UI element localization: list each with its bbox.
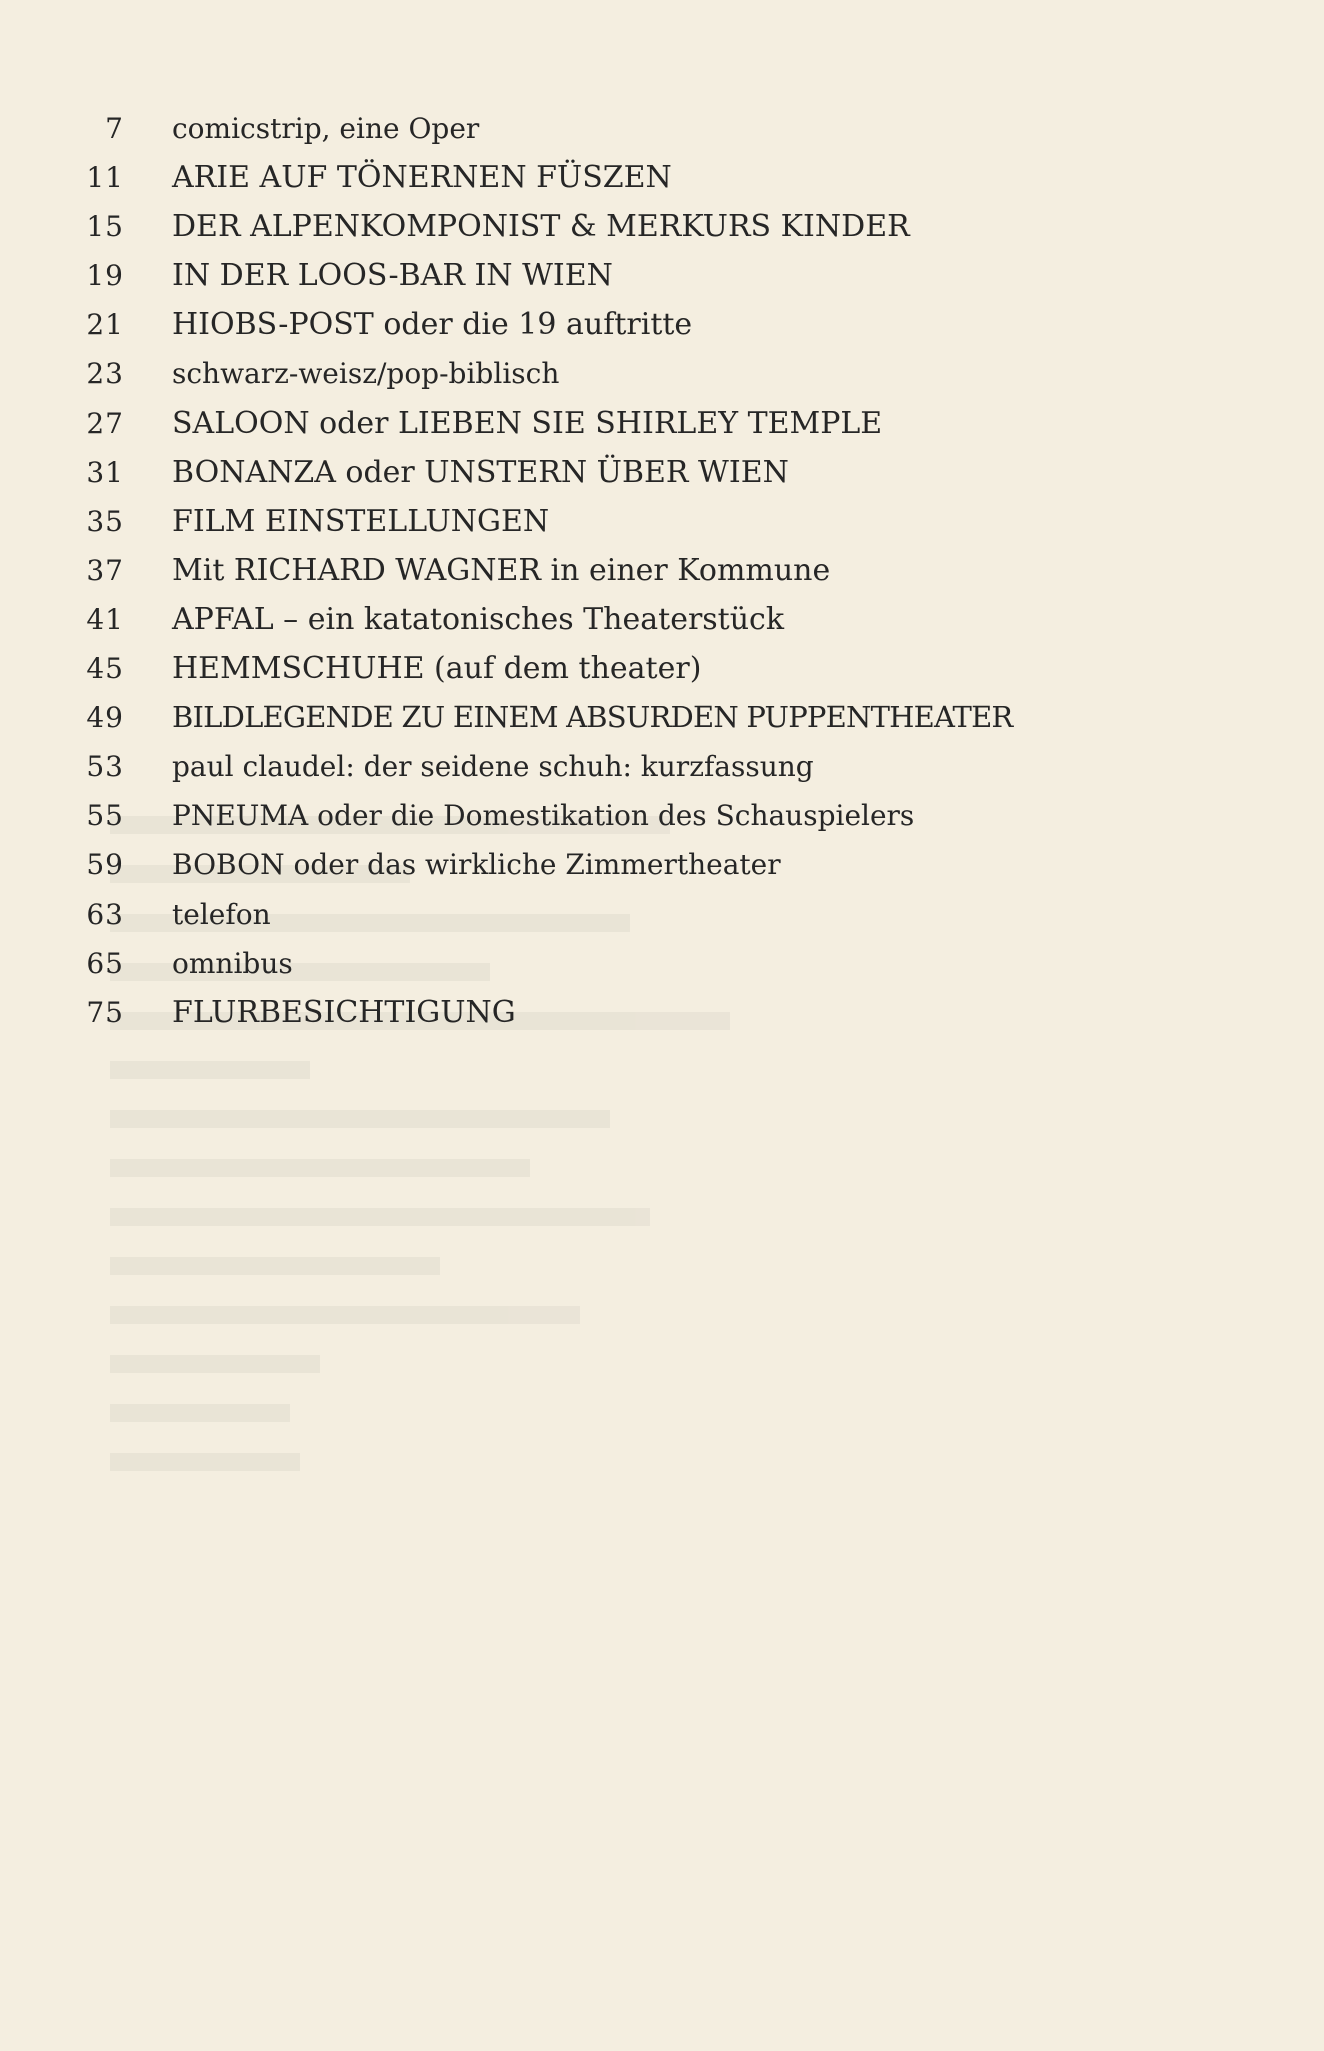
toc-page-number: 37 [86, 553, 124, 587]
toc-entry [0, 497, 1324, 546]
toc-entry [0, 349, 1324, 398]
toc-entry [0, 791, 1324, 840]
toc-title: ARIE AUF TÖNERNEN FÜSZEN [172, 160, 672, 196]
toc-title: BONANZA oder UNSTERN ÜBER WIEN [172, 454, 789, 490]
toc-page-number: 65 [86, 946, 124, 980]
toc-page-number: 35 [86, 504, 124, 538]
toc-page-number: 53 [86, 750, 124, 784]
toc-page-number: 15 [86, 210, 124, 244]
toc-title: APFAL – ein katatonisches Theaterstück [172, 601, 785, 637]
toc-entry [0, 742, 1324, 791]
toc-title: omnibus [172, 946, 293, 980]
toc-title: FLURBESICHTIGUNG [172, 994, 516, 1030]
toc-entry [0, 546, 1324, 595]
toc-title: SALOON oder LIEBEN SIE SHIRLEY TEMPLE [172, 405, 883, 441]
toc-title: comicstrip, eine Oper [172, 112, 480, 145]
toc-title: BILDLEGENDE ZU EINEM ABSURDEN PUPPENTHEATER [172, 700, 1013, 735]
toc-page-number: 75 [86, 995, 124, 1029]
toc-entry [0, 448, 1324, 497]
toc-page-number: 55 [86, 799, 124, 833]
toc-entry [0, 939, 1324, 988]
toc-page-number: 11 [86, 161, 124, 195]
toc-page-number: 49 [86, 701, 124, 735]
toc-entry [0, 202, 1324, 251]
toc-page-number: 7 [105, 112, 124, 145]
toc-page-number: 23 [86, 357, 124, 391]
toc-entry [0, 890, 1324, 939]
toc-title: IN DER LOOS-BAR IN WIEN [172, 258, 613, 294]
toc-title: schwarz-weisz/pop-biblisch [172, 357, 560, 391]
toc-page-number: 41 [86, 602, 124, 636]
toc-title: DER ALPENKOMPONIST & MERKURS KINDER [172, 209, 910, 245]
toc-entry [0, 251, 1324, 300]
toc-title: Mit RICHARD WAGNER in einer Kommune [172, 552, 831, 588]
toc-page-number: 45 [86, 652, 124, 686]
toc-title: paul claudel: der seidene schuh: kurzfassung [172, 750, 814, 784]
toc-title: telefon [172, 897, 271, 931]
toc-page-number: 59 [86, 848, 124, 882]
table-of-contents [0, 104, 1324, 1037]
toc-entry [0, 300, 1324, 349]
toc-entry [0, 153, 1324, 202]
toc-entry [0, 693, 1324, 742]
toc-title: BOBON oder das wirkliche Zimmertheater [172, 848, 781, 882]
toc-title: HIOBS-POST oder die 19 auftritte [172, 307, 693, 343]
toc-entry [0, 399, 1324, 448]
toc-entry [0, 988, 1324, 1037]
toc-page-number: 19 [86, 259, 124, 293]
toc-entry [0, 595, 1324, 644]
toc-page-number: 31 [86, 455, 124, 489]
toc-page-number: 21 [86, 308, 124, 342]
toc-entry [0, 840, 1324, 889]
toc-title: HEMMSCHUHE (auf dem theater) [172, 651, 702, 687]
toc-entry [0, 644, 1324, 693]
toc-title: FILM EINSTELLUNGEN [172, 503, 550, 539]
toc-entry [0, 104, 1324, 153]
toc-page-number: 27 [86, 406, 124, 440]
toc-page-number: 63 [86, 897, 124, 931]
toc-title: PNEUMA oder die Domestikation des Schauspielers [172, 799, 915, 833]
